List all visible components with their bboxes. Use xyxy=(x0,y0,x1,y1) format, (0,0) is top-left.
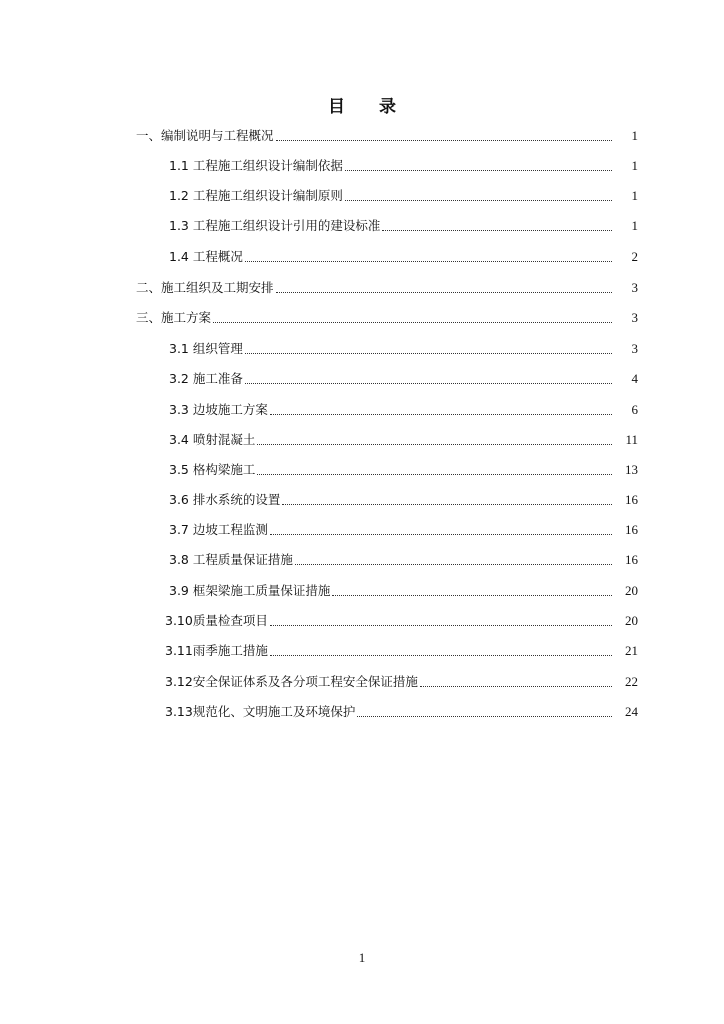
toc-entry[interactable] xyxy=(169,548,638,568)
toc-leader-dots xyxy=(282,494,612,505)
toc-leader-dots xyxy=(257,464,612,475)
toc-leader-dots xyxy=(257,434,612,445)
toc-leader-dots xyxy=(357,706,612,717)
toc-entry-text: 3.12安全保证体系及各分项工程安全保证措施 xyxy=(165,674,418,689)
toc-entry-page: 16 xyxy=(625,492,638,507)
toc-entry[interactable] xyxy=(136,306,638,326)
toc-entry[interactable] xyxy=(165,700,638,720)
toc-entry-text: 3.2 施工准备 xyxy=(169,371,243,386)
toc-entry-page: 20 xyxy=(625,613,638,628)
toc-entry[interactable] xyxy=(169,398,638,418)
toc-entry-page: 3 xyxy=(631,280,638,295)
toc-entry-text: 3.8 工程质量保证措施 xyxy=(169,552,293,567)
toc-entry-text: 3.3 边坡施工方案 xyxy=(169,402,268,417)
toc-entry-text: 3.1 组织管理 xyxy=(169,341,243,356)
toc-leader-dots xyxy=(245,373,612,384)
toc-entry[interactable] xyxy=(165,609,638,629)
toc-entry[interactable] xyxy=(169,428,638,448)
toc-entry-text: 1.4 工程概况 xyxy=(169,249,243,264)
toc-entry-page: 11 xyxy=(625,432,638,447)
toc-entry-text: 1.1 工程施工组织设计编制依据 xyxy=(169,158,343,173)
toc-leader-dots xyxy=(332,585,612,596)
toc-entry-text: 3.4 喷射混凝土 xyxy=(169,432,256,447)
toc-entry[interactable] xyxy=(169,245,638,265)
toc-entry-page: 6 xyxy=(631,402,638,417)
toc-leader-dots xyxy=(345,190,612,201)
toc-leader-dots xyxy=(276,130,612,141)
toc-leader-dots xyxy=(270,404,612,415)
toc-entry[interactable] xyxy=(169,518,638,538)
toc-entry[interactable] xyxy=(169,337,638,357)
toc-entry[interactable] xyxy=(136,276,638,296)
page-number: 1 xyxy=(358,950,366,965)
toc-entry-page: 2 xyxy=(631,249,638,264)
toc-entry-text: 3.9 框架梁施工质量保证措施 xyxy=(169,583,331,598)
toc-entry-page: 1 xyxy=(631,158,638,173)
toc-entry-text: 3.7 边坡工程监测 xyxy=(169,522,268,537)
toc-entry-page: 1 xyxy=(631,218,638,233)
toc-entry-text: 3.10质量检查项目 xyxy=(165,613,268,628)
toc-entry-page: 16 xyxy=(625,552,638,567)
toc-leader-dots xyxy=(270,645,612,656)
toc-entry-page: 1 xyxy=(631,128,638,143)
toc-entry-text: 一、编制说明与工程概况 xyxy=(136,128,274,143)
toc-entry[interactable] xyxy=(169,579,638,599)
toc-leader-dots xyxy=(213,312,612,323)
toc-entry-text: 3.11雨季施工措施 xyxy=(165,643,268,658)
toc-entry[interactable] xyxy=(136,124,638,144)
toc-leader-dots xyxy=(270,524,612,535)
toc-leader-dots xyxy=(420,676,612,687)
toc-entry-text: 3.6 排水系统的设置 xyxy=(169,492,281,507)
toc-entry-page: 16 xyxy=(625,522,638,537)
toc-entry-text: 3.13规范化、文明施工及环境保护 xyxy=(165,704,356,719)
toc-leader-dots xyxy=(245,343,612,354)
toc-title: 目 录 xyxy=(328,97,410,117)
toc-entry-page: 20 xyxy=(625,583,638,598)
toc-entry[interactable] xyxy=(169,458,638,478)
toc-entry-page: 22 xyxy=(625,674,638,689)
toc-entry[interactable] xyxy=(165,639,638,659)
toc-entry-text: 1.2 工程施工组织设计编制原则 xyxy=(169,188,343,203)
toc-entry[interactable] xyxy=(169,367,638,387)
toc-leader-dots xyxy=(382,220,612,231)
toc-entry-page: 24 xyxy=(625,704,638,719)
toc-entry[interactable] xyxy=(169,488,638,508)
toc-entry-text: 3.5 格构梁施工 xyxy=(169,462,256,477)
toc-entry-page: 4 xyxy=(631,371,638,386)
toc-entry-text: 1.3 工程施工组织设计引用的建设标准 xyxy=(169,218,381,233)
toc-entry-text: 二、施工组织及工期安排 xyxy=(136,280,274,295)
toc-entry-page: 3 xyxy=(631,341,638,356)
toc-entry[interactable] xyxy=(169,214,638,234)
toc-entry-page: 3 xyxy=(631,310,638,325)
toc-entry[interactable] xyxy=(165,670,638,690)
toc-leader-dots xyxy=(295,554,612,565)
toc-leader-dots xyxy=(270,615,612,626)
toc-entry-page: 21 xyxy=(625,643,638,658)
toc-entry-page: 1 xyxy=(631,188,638,203)
toc-entry-text: 三、施工方案 xyxy=(136,310,212,325)
toc-entry[interactable] xyxy=(169,184,638,204)
toc-entry-page: 13 xyxy=(625,462,638,477)
toc-leader-dots xyxy=(245,251,612,262)
toc-leader-dots xyxy=(345,160,612,171)
toc-entry[interactable] xyxy=(169,154,638,174)
toc-leader-dots xyxy=(276,282,612,293)
